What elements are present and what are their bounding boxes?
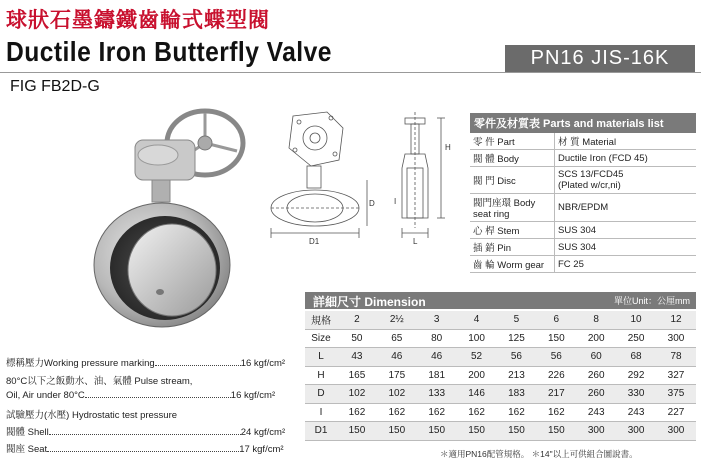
dimension-cell: 162 xyxy=(337,403,377,422)
dimension-cell: 200 xyxy=(457,366,497,385)
footnote: ＊適用PN16配管規格。 ＊14"以上可供組合圖說書。 xyxy=(440,449,638,459)
dimension-cell: 146 xyxy=(457,385,497,404)
dimension-cell: 2½ xyxy=(377,311,417,329)
parts-row-material xyxy=(555,167,697,194)
parts-row-material: SUS 304 xyxy=(555,239,697,256)
parts-row-part: 齒 輪 Worm gear xyxy=(470,256,555,273)
dimension-row-label: D1 xyxy=(305,422,337,441)
dimension-cell: 150 xyxy=(337,422,377,441)
dimension-cell: 5 xyxy=(497,311,537,329)
dimension-cell: 10 xyxy=(616,311,656,329)
spec-value: 17 kgf/cm² xyxy=(239,444,284,455)
dimension-cell: 260 xyxy=(576,385,616,404)
parts-row-material: NBR/EPDM xyxy=(555,194,697,222)
dimension-cell: 65 xyxy=(377,329,417,348)
title-english: Ductile Iron Butterfly Valve xyxy=(6,36,332,67)
dimension-cell: 243 xyxy=(576,403,616,422)
dimension-cell: 150 xyxy=(417,422,457,441)
dimension-cell: 150 xyxy=(457,422,497,441)
valve-photo xyxy=(90,105,260,330)
dimension-cell: 80 xyxy=(417,329,457,348)
dimension-cell: 175 xyxy=(377,366,417,385)
spec-line xyxy=(6,373,192,387)
drawing-label-h: H xyxy=(445,143,451,152)
dimension-table xyxy=(305,311,696,441)
dimension-cell: 56 xyxy=(497,348,537,367)
dimension-cell: 8 xyxy=(576,311,616,329)
pressure-class-badge: PN16 JIS-16K xyxy=(505,45,695,72)
dimension-row-label: D xyxy=(305,385,337,404)
dimension-cell: 60 xyxy=(576,348,616,367)
dimension-cell: 292 xyxy=(616,366,656,385)
dimension-row-label: Size xyxy=(305,329,337,348)
parts-col-part: 零 件 Part xyxy=(470,133,555,150)
dimension-cell: 162 xyxy=(457,403,497,422)
dimension-row-label: 規格 xyxy=(305,311,337,329)
dimension-cell: 260 xyxy=(576,366,616,385)
parts-row-part: 插 銷 Pin xyxy=(470,239,555,256)
dimension-cell: 3 xyxy=(417,311,457,329)
dimension-cell: 2 xyxy=(337,311,377,329)
spec-line xyxy=(6,424,285,438)
dimension-cell: 226 xyxy=(536,366,576,385)
title-chinese: 球狀石墨鑄鐵齒輪式蝶型閥 xyxy=(6,9,270,32)
spec-text: 80°C以下之飯動水、油、氣體 Pulse stream, xyxy=(6,376,193,387)
dimension-row xyxy=(305,403,696,422)
parts-row-part: 閥 門 Disc xyxy=(470,167,555,194)
parts-row-material: SUS 304 xyxy=(555,222,697,239)
drawing-label-i: I xyxy=(394,197,397,206)
spec-value: 16 kgf/cm² xyxy=(230,390,276,401)
spec-value: 24 kgf/cm² xyxy=(240,427,286,438)
dimension-cell: 300 xyxy=(616,422,656,441)
dimension-row-label: L xyxy=(305,348,337,367)
spec-line xyxy=(6,407,177,421)
spec-line xyxy=(6,390,275,401)
dimension-row-label: H xyxy=(305,366,337,385)
dimension-cell: 162 xyxy=(377,403,417,422)
dimension-cell: 78 xyxy=(656,348,696,367)
dimension-cell: 162 xyxy=(417,403,457,422)
dimension-row xyxy=(305,329,696,348)
dimension-cell: 43 xyxy=(337,348,377,367)
dimension-cell: 68 xyxy=(616,348,656,367)
parts-col-material: 材 質 Material xyxy=(555,133,697,150)
parts-row-part: 閥門座環 Body seat ring xyxy=(470,194,555,222)
spec-text: 閥體 Shell xyxy=(6,427,49,438)
spec-text: 閥座 Seat xyxy=(6,444,48,455)
dimension-table-header xyxy=(305,292,696,309)
dimension-cell: 213 xyxy=(497,366,537,385)
title-divider xyxy=(0,72,701,73)
dimension-unit: 單位Unit：公厘mm xyxy=(614,296,690,306)
dimension-cell: 217 xyxy=(536,385,576,404)
drawing-label-l: L xyxy=(413,237,418,246)
dimension-cell: 4 xyxy=(457,311,497,329)
spec-line xyxy=(6,441,284,455)
parts-row-material-line1: SCS 13/FCD45 xyxy=(558,169,624,180)
parts-row-material-line2: (Plated w/cr,ni) xyxy=(558,180,621,191)
dimension-row xyxy=(305,422,696,441)
dimension-row xyxy=(305,385,696,404)
spec-leader xyxy=(85,397,231,398)
dimension-cell: 52 xyxy=(457,348,497,367)
dimension-cell: 162 xyxy=(536,403,576,422)
dimension-cell: 181 xyxy=(417,366,457,385)
spec-leader xyxy=(47,451,239,452)
figure-code: FIG FB2D-G xyxy=(10,78,100,95)
dimension-row xyxy=(305,348,696,367)
parts-row-part: 閥 體 Body xyxy=(470,150,555,167)
dimension-cell: 46 xyxy=(377,348,417,367)
dimension-cell: 243 xyxy=(616,403,656,422)
dimension-cell: 102 xyxy=(337,385,377,404)
dimension-cell: 6 xyxy=(536,311,576,329)
dimension-cell: 300 xyxy=(576,422,616,441)
spec-value: 16 kgf/cm² xyxy=(240,358,286,369)
spec-line xyxy=(6,355,285,369)
dimension-cell: 250 xyxy=(616,329,656,348)
dimension-cell: 162 xyxy=(497,403,537,422)
drawing-label-d1: D1 xyxy=(309,237,320,246)
dimension-cell: 327 xyxy=(656,366,696,385)
dimension-cell: 150 xyxy=(536,422,576,441)
dimension-cell: 150 xyxy=(497,422,537,441)
dimension-cell: 300 xyxy=(656,329,696,348)
dimension-cell: 102 xyxy=(377,385,417,404)
spec-leader xyxy=(49,434,241,435)
dimension-cell: 165 xyxy=(337,366,377,385)
dimension-row-label: I xyxy=(305,403,337,422)
dimension-cell: 300 xyxy=(656,422,696,441)
dimension-cell: 200 xyxy=(576,329,616,348)
dimension-cell: 133 xyxy=(417,385,457,404)
spec-text: 標稱壓力Working pressure marking xyxy=(6,358,155,369)
dimension-cell: 150 xyxy=(536,329,576,348)
spec-leader xyxy=(155,365,241,366)
dimension-cell: 227 xyxy=(656,403,696,422)
dimension-row xyxy=(305,366,696,385)
parts-materials-table xyxy=(470,113,696,273)
dimension-row xyxy=(305,311,696,329)
dimension-cell: 46 xyxy=(417,348,457,367)
dimension-drawing xyxy=(265,108,465,286)
dimension-cell: 125 xyxy=(497,329,537,348)
parts-row-material: Ductile Iron (FCD 45) xyxy=(555,150,697,167)
parts-row-material: FC 25 xyxy=(555,256,697,273)
dimension-cell: 12 xyxy=(656,311,696,329)
spec-text: Oil, Air under 80°C xyxy=(6,390,85,401)
dimension-cell: 183 xyxy=(497,385,537,404)
dimension-cell: 150 xyxy=(377,422,417,441)
dimension-cell: 375 xyxy=(656,385,696,404)
spec-text: 試驗壓力(水壓) Hydrostatic test pressure xyxy=(6,410,178,421)
drawing-label-d: D xyxy=(369,199,375,208)
dimension-cell: 50 xyxy=(337,329,377,348)
dimension-cell: 330 xyxy=(616,385,656,404)
parts-row-part: 心 桿 Stem xyxy=(470,222,555,239)
dimension-cell: 56 xyxy=(536,348,576,367)
dimension-title: 詳細尺寸 Dimension xyxy=(313,295,426,309)
parts-table-header: 零件及材質表 Parts and materials list xyxy=(470,113,696,133)
dimension-cell: 100 xyxy=(457,329,497,348)
